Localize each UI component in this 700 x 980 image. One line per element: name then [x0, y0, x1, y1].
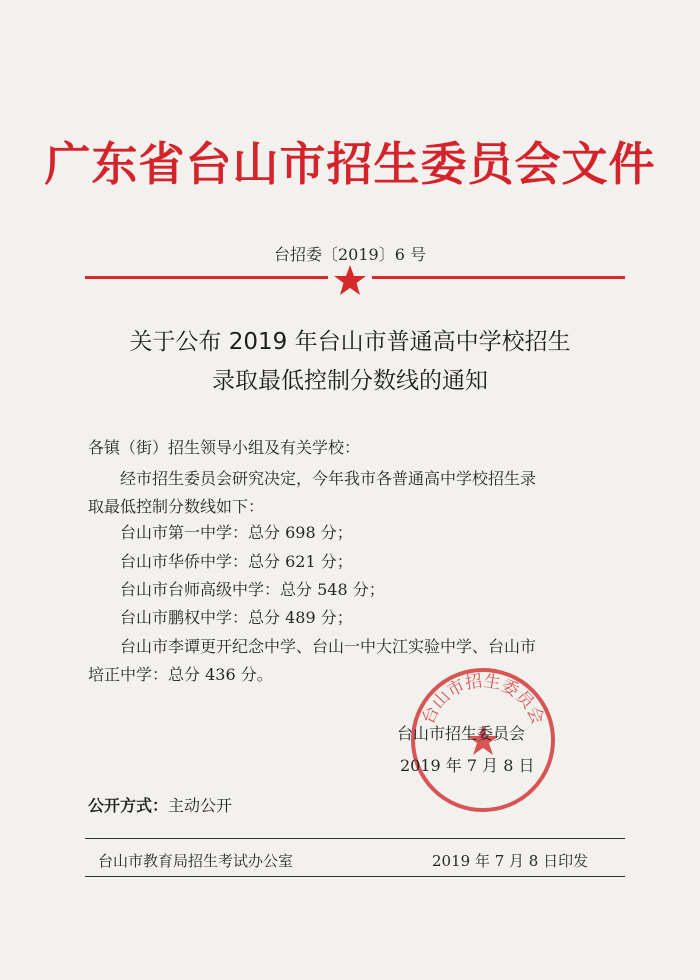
- score-line: 培正中学：总分 436 分。: [88, 665, 273, 684]
- publish-mode-label: 公开方式：: [88, 796, 169, 815]
- red-star-icon: [333, 264, 367, 296]
- score-line: 台山市台师高级中学：总分 548 分；: [120, 580, 385, 599]
- seal-text: 台山市招生委员会: [418, 671, 548, 728]
- notice-title-line2: 录取最低控制分数线的通知: [212, 368, 488, 394]
- notice-title-line1: 关于公布 2019 年台山市普通高中学校招生: [129, 329, 571, 355]
- svg-text:台山市招生委员会: [418, 671, 547, 727]
- publish-mode-value: 主动公开: [168, 796, 233, 815]
- signature-org: 台山市招生委员会: [397, 724, 526, 743]
- signature-date: 2019 年 7 月 8 日: [400, 756, 535, 775]
- footer-issued-date: 2019 年 7 月 8 日印发: [432, 852, 589, 870]
- footer-office: 台山市教育局招生考试办公室: [98, 852, 294, 870]
- score-line: 台山市鹏权中学：总分 489 分；: [120, 608, 353, 627]
- salutation: 各镇（街）招生领导小组及有关学校：: [88, 438, 361, 457]
- score-line: 台山市第一中学：总分 698 分；: [120, 523, 353, 542]
- red-divider-left: [85, 276, 328, 279]
- publish-mode: [88, 793, 232, 816]
- document-header-title: 广东省台山市招生委员会文件: [44, 137, 656, 191]
- score-line: 台山市华侨中学：总分 621 分；: [120, 552, 353, 571]
- paragraph-line: 经市招生委员会研究决定，今年我市各普通高中学校招生录: [120, 469, 537, 488]
- footer-bottom-rule: [85, 876, 625, 877]
- red-divider-right: [372, 276, 625, 279]
- footer-top-rule: [85, 838, 625, 839]
- document-number: 台招委〔2019〕6 号: [274, 245, 426, 264]
- paragraph-line: 取最低控制分数线如下：: [88, 497, 265, 516]
- score-line: 台山市李谭更开纪念中学、台山一中大江实验中学、台山市: [120, 637, 537, 656]
